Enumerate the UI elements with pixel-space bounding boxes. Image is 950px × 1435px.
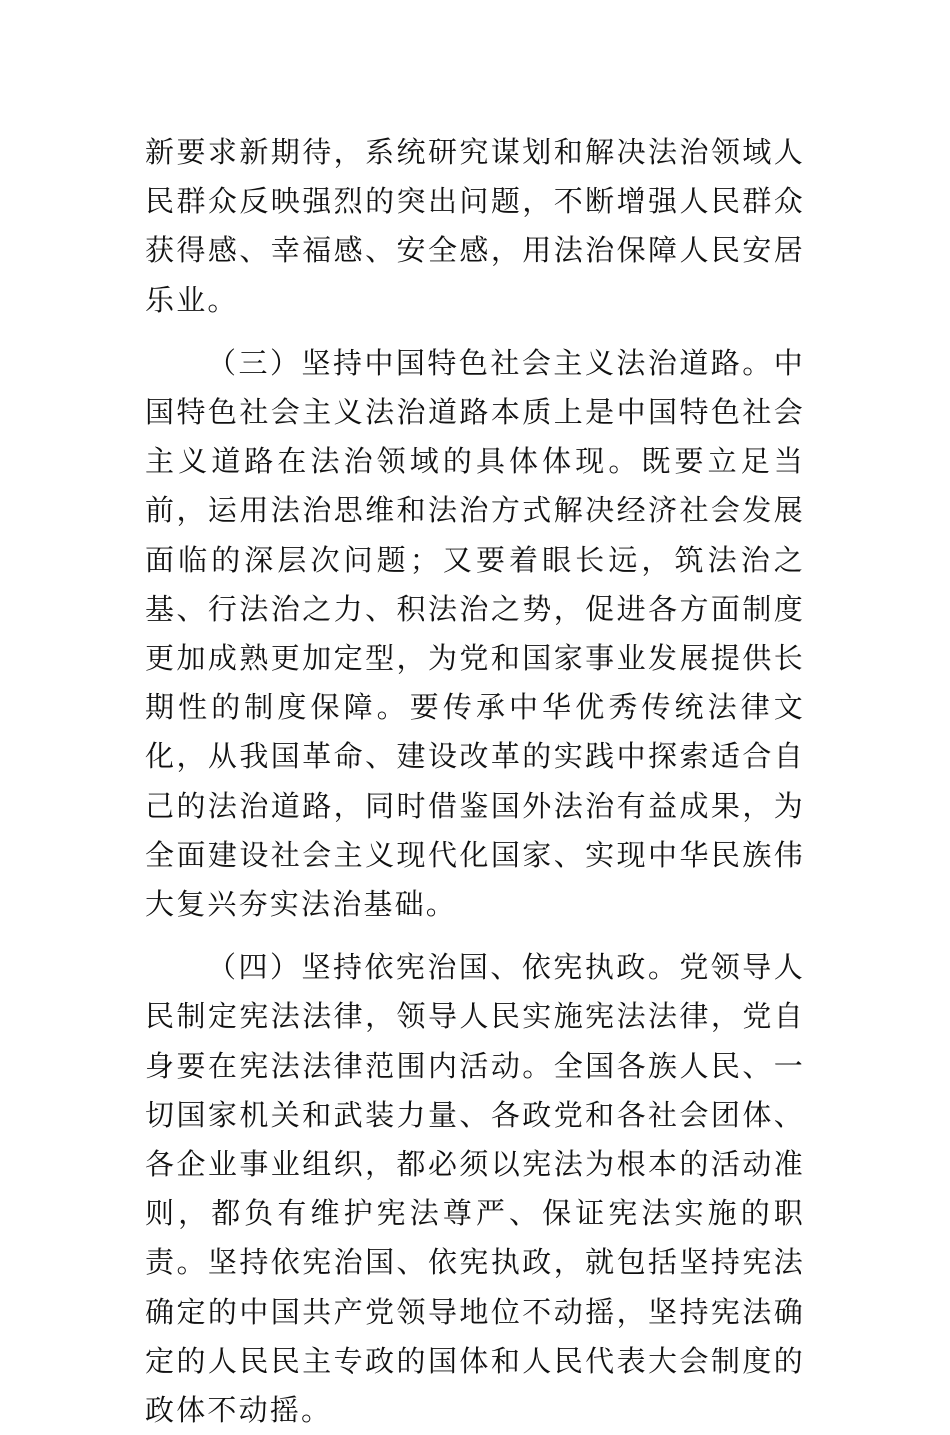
document-body <box>145 128 805 1435</box>
paragraph-continuation: 新要求新期待，系统研究谋划和解决法治领域人民群众反映强烈的突出问题，不断增强人民群众获得感、幸福感、安全感，用法治保障人民安居乐业。 <box>145 135 805 317</box>
paragraph-section-three: （三）坚持中国特色社会主义法治道路。中国特色社会主义法治道路本质上是中国特色社会主义道路在法治领域的具体体现。既要立足当前，运用法治思维和法治方式解决经济社会发展面临的深层次问题；又要着眼长远，筑法治之基、行法治之力、积法治之势，促进各方面制度更加成熟更加定型，为党和国家事业发展提供长期性的制度保障。要传承中华优秀传统法律文化，从我国革命、建设改革的实践中探索适合自己的法治道路，同时借鉴国外法治有益成果，为全面建设社会主义现代化国家、实现中华民族伟大复兴夯实法治基础。 <box>145 345 805 922</box>
paragraph-section-four: （四）坚持依宪治国、依宪执政。党领导人民制定宪法法律，领导人民实施宪法法律，党自身要在宪法法律范围内活动。全国各族人民、一切国家机关和武装力量、各政党和各社会团体、各企业事业组织，都必须以宪法为根本的活动准则，都负有维护宪法尊严、保证宪法实施的职责。坚持依宪治国、依宪执政，就包括坚持宪法确定的中国共产党领导地位不动摇，坚持宪法确定的人民民主专政的国体和人民代表大会制度的政体不动摇。 <box>145 950 805 1428</box>
